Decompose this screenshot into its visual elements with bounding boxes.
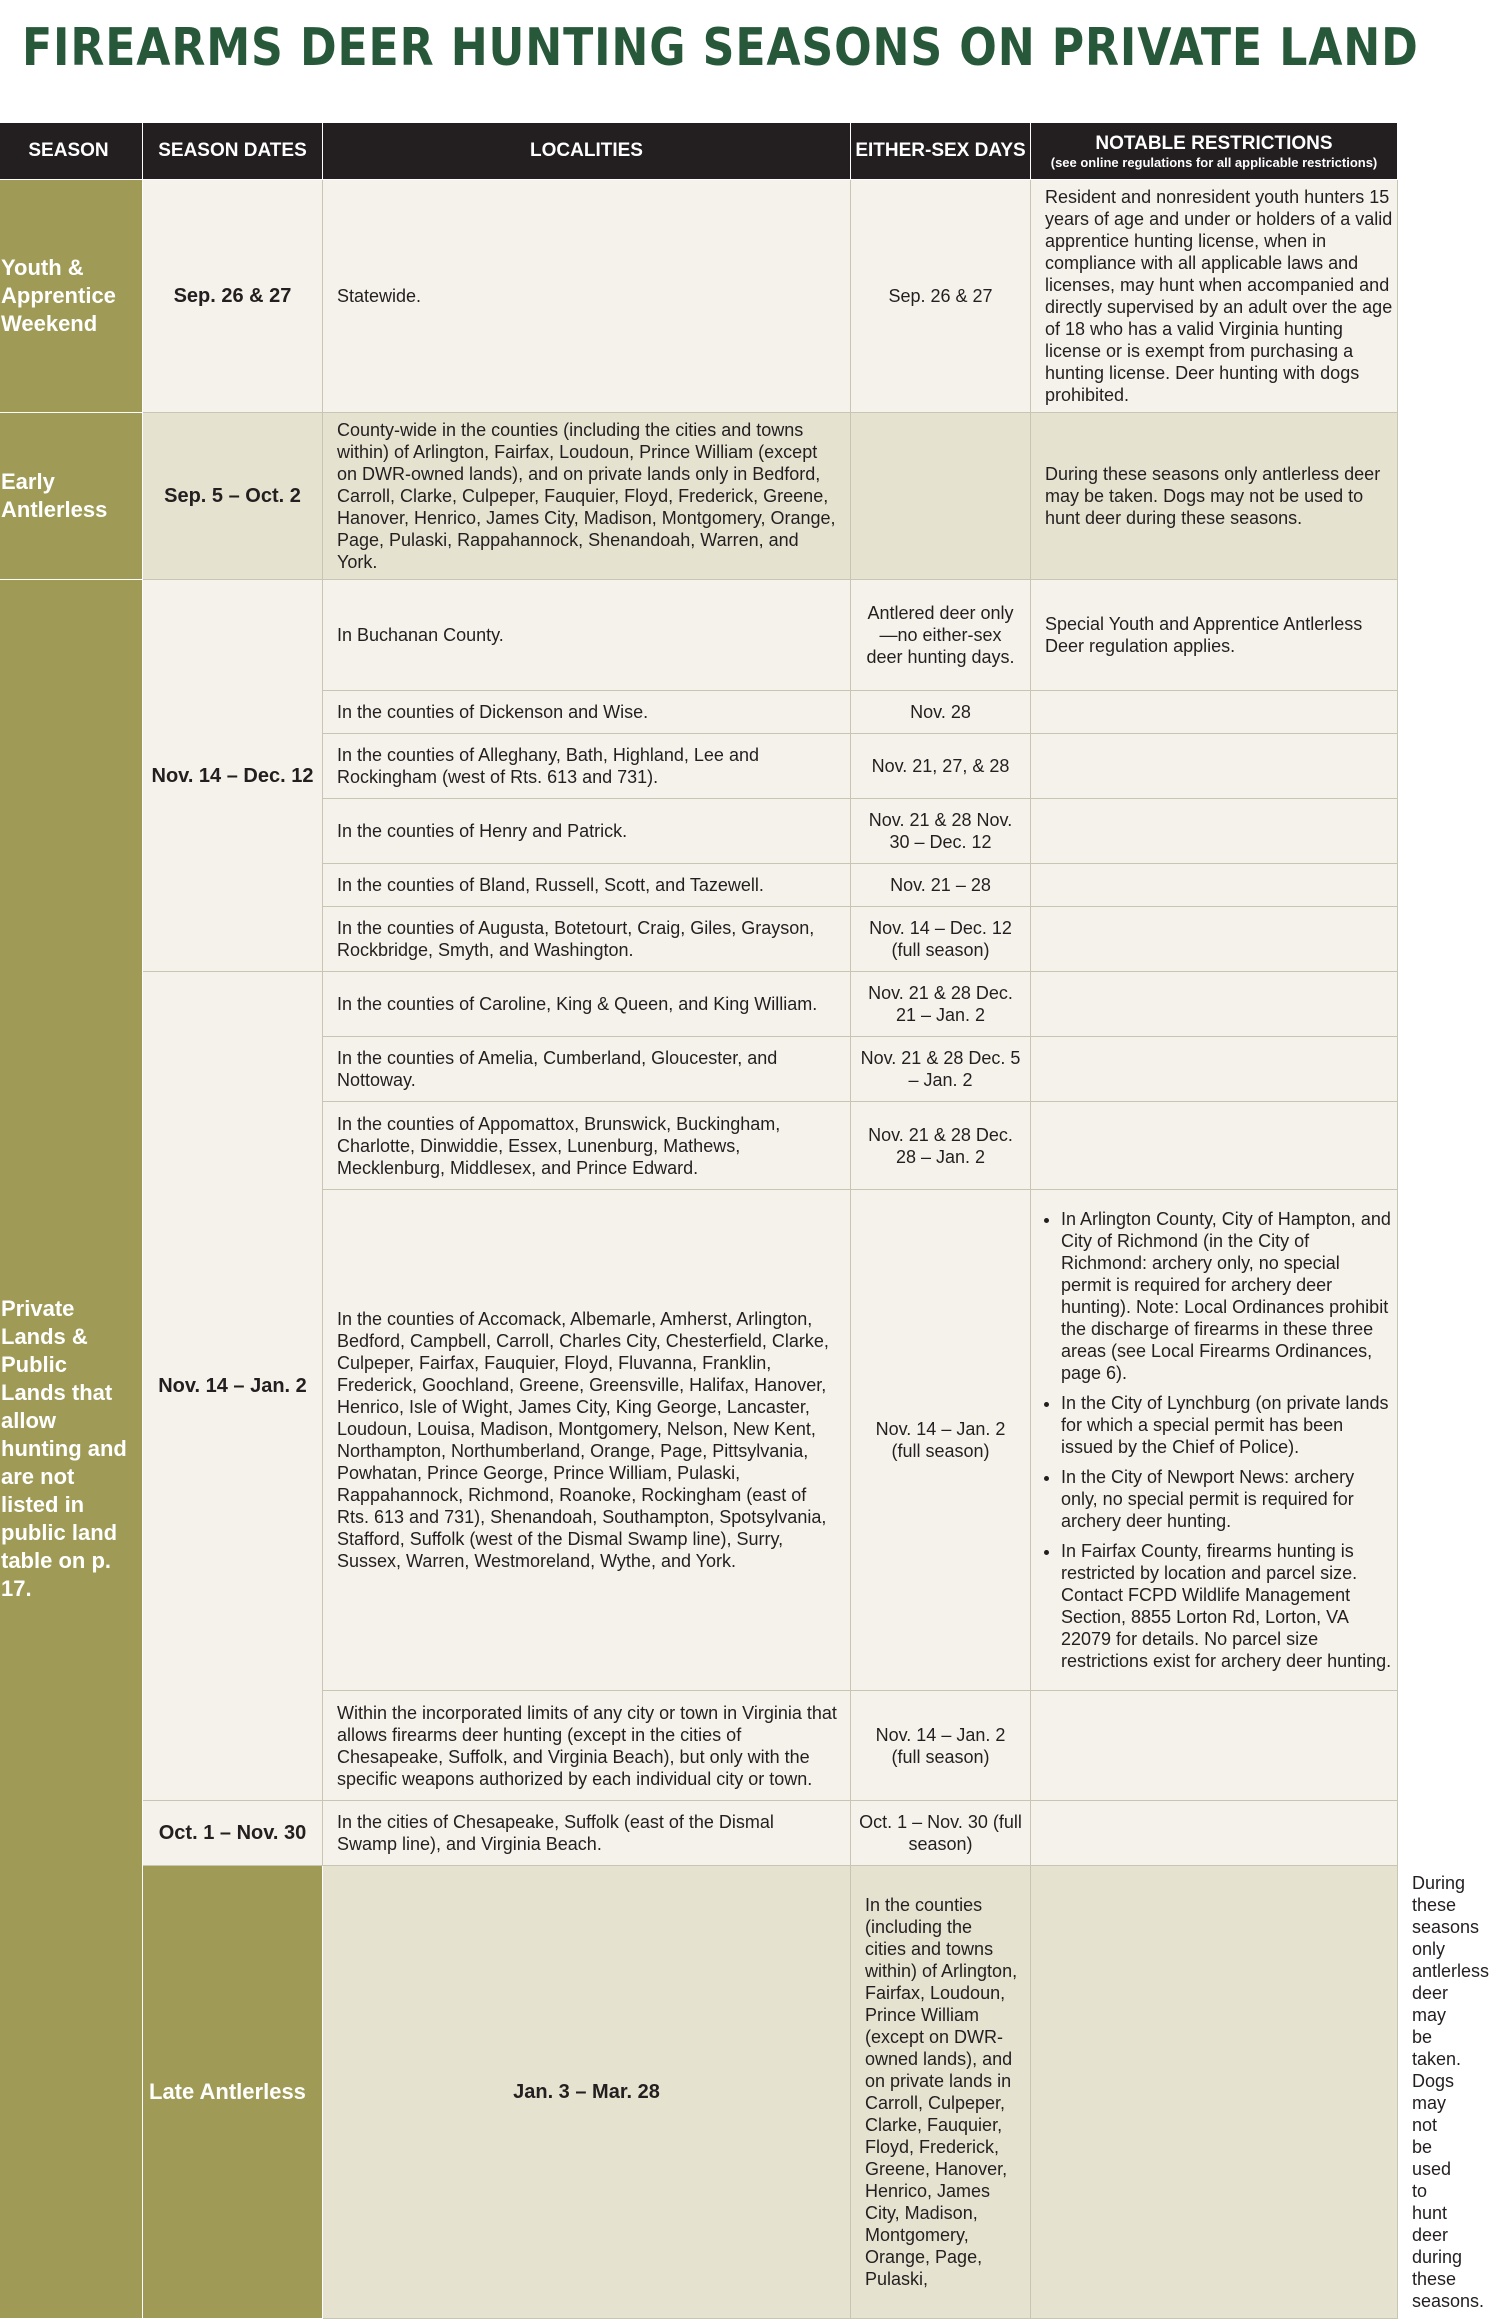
restrictions-cell [1031, 864, 1398, 907]
locality-cell: In the counties of Dickenson and Wise. [323, 691, 851, 734]
either-sex-cell: Nov. 21 & 28 Nov. 30 – Dec. 12 [851, 799, 1031, 864]
list-item: • In the City of Newport News: archery only, no special permit is required for archery deer hunting. [1061, 1466, 1393, 1532]
restrictions-cell [1031, 1691, 1398, 1801]
restrictions-list [1045, 1208, 1393, 1672]
list-item: • In Arlington County, City of Hampton, and City of Richmond (in the City of Richmond: archery only, no special permit is required for archery deer hunting). Note: Local Ordinances prohibit the discharge of firearms in these three areas (see Local Firearms Ordinances, page 6). [1061, 1208, 1393, 1384]
header-row [0, 123, 1398, 180]
restrictions-cell [1031, 1037, 1398, 1102]
either-sex-cell: Nov. 14 – Jan. 2 (full season) [851, 1691, 1031, 1801]
locality-cell: In the counties of Appomattox, Brunswick, Buckingham, Charlotte, Dinwiddie, Essex, Lunenburg, Mathews, Mecklenburg, Middlesex, and Prince Edward. [323, 1102, 851, 1190]
either-sex-cell: Nov. 28 [851, 691, 1031, 734]
restrictions-cell [1031, 1102, 1398, 1190]
either-sex-cell [1031, 1866, 1398, 2319]
table-row [0, 180, 1398, 413]
either-sex-cell: Nov. 21, 27, & 28 [851, 734, 1031, 799]
either-sex-cell: Nov. 21 & 28 Dec. 28 – Jan. 2 [851, 1102, 1031, 1190]
locality-cell: Within the incorporated limits of any city or town in Virginia that allows firearms deer hunting (except in the cities of Chesapeake, Suffolk, and Virginia Beach), but only with the specific weapons authorized by each individual city or town. [323, 1691, 851, 1801]
header-notable-title: NOTABLE RESTRICTIONS [1095, 132, 1333, 154]
seasons-table [0, 122, 1489, 2319]
either-sex-cell: Sep. 26 & 27 [851, 180, 1031, 413]
locality-cell: Statewide. [323, 180, 851, 413]
season-cell: Early Antlerless [0, 413, 143, 580]
either-sex-cell: Nov. 14 – Dec. 12 (full season) [851, 907, 1031, 972]
restrictions-cell: Special Youth and Apprentice Antlerless Deer regulation applies. [1031, 580, 1398, 691]
either-sex-cell: Oct. 1 – Nov. 30 (full season) [851, 1801, 1031, 1866]
either-sex-cell: Nov. 21 – 28 [851, 864, 1031, 907]
page-title: FIREARMS DEER HUNTING SEASONS ON PRIVATE LAND [22, 18, 1419, 78]
locality-cell: In the counties of Henry and Patrick. [323, 799, 851, 864]
table-row [0, 1801, 1398, 1866]
restrictions-cell [1031, 734, 1398, 799]
either-sex-cell: Nov. 21 & 28 Dec. 5 – Jan. 2 [851, 1037, 1031, 1102]
season-dates-cell: Sep. 5 – Oct. 2 [143, 413, 323, 580]
restrictions-cell: During these seasons only antlerless deer may be taken. Dogs may not be used to hunt deer during these seasons. [1031, 413, 1398, 580]
locality-cell: In the counties of Alleghany, Bath, Highland, Lee and Rockingham (west of Rts. 613 and 731). [323, 734, 851, 799]
locality-cell: In the counties of Caroline, King & Queen, and King William. [323, 972, 851, 1037]
restrictions-cell [1031, 691, 1398, 734]
season-cell: Late Antlerless [143, 1866, 323, 2319]
season-dates-cell: Nov. 14 – Jan. 2 [143, 972, 323, 1801]
restrictions-cell [1031, 799, 1398, 864]
locality-cell: In the counties (including the cities and towns within) of Arlington, Fairfax, Loudoun, Prince William (except on DWR-owned lands), and on private lands in Carroll, Culpeper, Clarke, Fauquier, Floyd, Frederick, Greene, Hanover, Henrico, James City, Madison, Montgomery, Orange, Page, Pulaski, [851, 1866, 1031, 2319]
locality-cell: County-wide in the counties (including the cities and towns within) of Arlington, Fairfax, Loudoun, Prince William (except on DWR-owned lands), and on private lands only in Bedford, Carroll, Clarke, Culpeper, Fauquier, Floyd, Frederick, Greene, Hanover, Henrico, James City, Madison, Montgomery, Orange, Page, Pulaski, Rappahannock, Shenandoah, Warren, and York. [323, 413, 851, 580]
header-notable-subtitle: (see online regulations for all applicable restrictions) [1050, 154, 1378, 170]
restrictions-cell [1031, 972, 1398, 1037]
season-dates-cell: Sep. 26 & 27 [143, 180, 323, 413]
locality-cell: In Buchanan County. [323, 580, 851, 691]
either-sex-cell: Nov. 21 & 28 Dec. 21 – Jan. 2 [851, 972, 1031, 1037]
list-item: • In Fairfax County, firearms hunting is restricted by location and parcel size. Contact FCPD Wildlife Management Section, 8855 Lorton Rd, Lorton, VA 22079 for details. No parcel size restrictions exist for archery deer hunting. [1061, 1540, 1393, 1672]
header-localities: LOCALITIES [323, 123, 851, 180]
restrictions-cell [1031, 1801, 1398, 1866]
either-sex-cell [851, 413, 1031, 580]
either-sex-cell: Antlered deer only—no either-sex deer hunting days. [851, 580, 1031, 691]
season-dates-cell: Jan. 3 – Mar. 28 [323, 1866, 851, 2319]
table-row [0, 972, 1398, 1037]
restrictions-cell [1031, 907, 1398, 972]
restrictions-cell: Resident and nonresident youth hunters 15 years of age and under or holders of a valid apprentice hunting license, when in compliance with all applicable laws and licenses, may hunt when accompanied and directly supervised by an adult over the age of 18 who has a valid Virginia hunting license or is exempt from purchasing a hunting license. Deer hunting with dogs prohibited. [1031, 180, 1398, 413]
season-dates-cell: Oct. 1 – Nov. 30 [143, 1801, 323, 1866]
season-cell: Youth & Apprentice Weekend [0, 180, 143, 413]
table-row [0, 580, 1398, 691]
locality-cell: In the counties of Bland, Russell, Scott, and Tazewell. [323, 864, 851, 907]
table-row: Late Antlerless Jan. 3 – Mar. 28 In the counties (including the cities and towns within) of Arlington, Fairfax, Loudoun, Prince William (except on DWR-owned lands), and on private lands in Carroll, Culpeper, Clarke, Fauquier, Floyd, Frederick, Greene, Hanover, Henrico, James City, Madison, Montgomery, Orange, Page, Pulaski, During these seasons only antlerless deer may be taken. Dogs may not be used to hunt deer during these seasons. [0, 1866, 1398, 2319]
header-season: SEASON [0, 123, 143, 180]
locality-cell: In the cities of Chesapeake, Suffolk (east of the Dismal Swamp line), and Virginia Beach. [323, 1801, 851, 1866]
locality-cell: In the counties of Accomack, Albemarle, Amherst, Arlington, Bedford, Campbell, Carroll, Charles City, Chesterfield, Clarke, Culpeper, Fairfax, Fauquier, Floyd, Fluvanna, Franklin, Frederick, Goochland, Greene, Greensville, Halifax, Hanover, Henrico, Isle of Wight, James City, King George, Lancaster, Loudoun, Louisa, Madison, Montgomery, Nelson, New Kent, Northampton, Northumberland, Orange, Page, Pittsylvania, Powhatan, Prince George, Prince William, Pulaski, Rappahannock, Richmond, Roanoke, Rockingham (east of Rts. 613 and 731), Shenandoah, Southampton, Spotsylvania, Stafford, Suffolk (west of the Dismal Swamp line), Surry, Sussex, Warren, Westmoreland, Wythe, and York. [323, 1190, 851, 1691]
list-item: • In the City of Lynchburg (on private lands for which a special permit has been issued by the Chief of Police). [1061, 1392, 1393, 1458]
table-row [0, 413, 1398, 580]
header-notable-restrictions [1031, 123, 1398, 180]
season-dates-cell: Nov. 14 – Dec. 12 [143, 580, 323, 972]
locality-cell: In the counties of Augusta, Botetourt, Craig, Giles, Grayson, Rockbridge, Smyth, and Washington. [323, 907, 851, 972]
header-either-sex-days: EITHER-SEX DAYS [851, 123, 1031, 180]
locality-cell: In the counties of Amelia, Cumberland, Gloucester, and Nottoway. [323, 1037, 851, 1102]
header-season-dates: SEASON DATES [143, 123, 323, 180]
either-sex-cell: Nov. 14 – Jan. 2 (full season) [851, 1190, 1031, 1691]
restrictions-cell [1031, 1190, 1398, 1691]
season-cell: Private Lands & Public Lands that allow hunting and are not listed in public land table on p. 17. [0, 580, 143, 2319]
